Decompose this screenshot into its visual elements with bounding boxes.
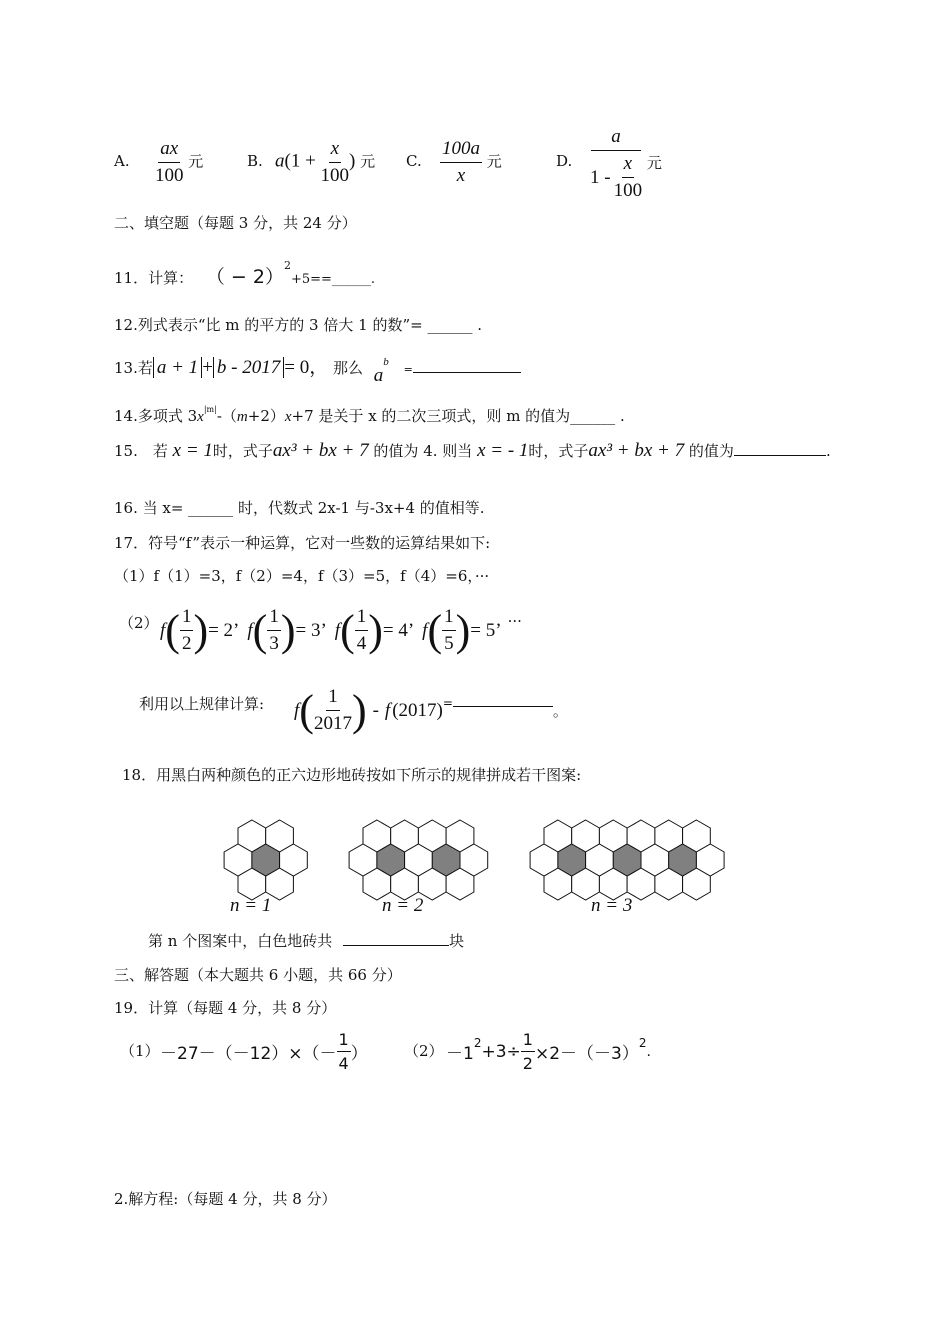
section-3-title: 三、解答题（本大题共 6 小题，共 66 分） <box>114 966 402 984</box>
question-11: 11．计算： （ − 2）$^2$+5==______. <box>114 259 376 288</box>
question-18-answer: 第 n 个图案中，白色地砖共 块 <box>148 932 464 950</box>
question-17-calc-label: 利用以上规律计算: <box>139 695 265 713</box>
option-c: C. <box>406 152 422 170</box>
answer-blank[interactable] <box>343 945 449 946</box>
question-17-items: f ( $\frac{1}{2}$ ) = 2’ f ( $\frac{1}{3}$ ) = 3’ f ( $\frac{1}{4}$ ) = 4’ f ( $\frac{1}{5}$ ) = 5’ ··· <box>160 605 522 655</box>
f-item: f ( $\frac{1}{2}$ ) = 2’ <box>160 605 240 655</box>
question-17-intro: 17．符号“f”表示一种运算，它对一些数的运算结果如下: <box>114 534 491 552</box>
question-13: 13.若 a + 1 + b - 2017 = 0， 那么 $a^b$ = <box>114 352 521 379</box>
f-item: f ( $\frac{1}{3}$ ) = 3’ <box>247 605 327 655</box>
question-17-calc: f ( $\frac{1}{2017}$ ) - f (2017) = 。 <box>294 685 568 735</box>
option-d-expr: a 1 - $\frac{x}{100}$ 元 <box>590 126 662 201</box>
question-14: 14.多项式 $3x^{|m|}-(m+2)x+7$ 是关于 x 的二次三项式，则 m 的值为______ . <box>114 405 625 425</box>
answer-blank[interactable] <box>413 372 521 373</box>
option-d: D. <box>556 152 573 170</box>
pattern-label-1: n = 1 <box>230 895 272 916</box>
option-b: B. <box>247 152 263 170</box>
answer-blank[interactable] <box>734 455 826 456</box>
question-18: 18．用黑白两种颜色的正六边形地砖按如下所示的规律拼成若干图案: <box>122 766 582 784</box>
pattern-label-2: n = 2 <box>382 895 424 916</box>
question-17-line1: （1）f（1）=3，f（2）=4，f（3）=5，f（4）=6，··· <box>114 567 490 585</box>
answer-blank[interactable] <box>453 706 553 707</box>
option-a-expr: $\frac{ax}{100}$ 元 <box>155 138 204 186</box>
question-15: 15. 若 x = 1时，式子ax³ + bx + 7 的值为 4. 则当 x = - 1时，式子ax³ + bx + 7 的值为 . <box>114 440 831 461</box>
section-2-title: 二、填空题（每题 3 分，共 24 分） <box>114 214 357 232</box>
option-a: A. <box>114 152 130 170</box>
f-item: f ( $\frac{1}{5}$ ) = 5’ <box>422 605 502 655</box>
question-17-label2: （2） <box>119 614 159 632</box>
f-item: f ( $\frac{1}{4}$ ) = 4’ <box>334 605 415 655</box>
hexagon-patterns <box>200 800 740 920</box>
question-19-part2: （2） <box>404 1042 444 1060</box>
pattern-label-3: n = 3 <box>591 895 633 916</box>
question-20-title: 2.解方程:（每题 4 分，共 8 分） <box>114 1190 337 1208</box>
question-19-part1: （1） <box>120 1042 160 1060</box>
question-19-part2-expr: －1 $^2$ +3÷ $\frac{1}{2}$ ×2－（－3） $^2$ . <box>446 1030 651 1073</box>
option-c-expr: $\frac{100a}{x}$ 元 <box>442 138 502 186</box>
question-19-title: 19．计算（每题 4 分，共 8 分） <box>114 999 337 1017</box>
question-19-part1-expr: －27－（－12）×（－ $\frac{1}{4}$ ） <box>160 1030 368 1073</box>
question-16: 16. 当 x= ______ 时，代数式 2x-1 与-3x+4 的值相等. <box>114 499 485 517</box>
option-b-expr: a(1 + $\frac{x}{100}$ ) 元 <box>275 138 376 186</box>
question-12: 12.列式表示“比 m 的平方的 3 倍大 1 的数”= ______ . <box>114 316 482 334</box>
